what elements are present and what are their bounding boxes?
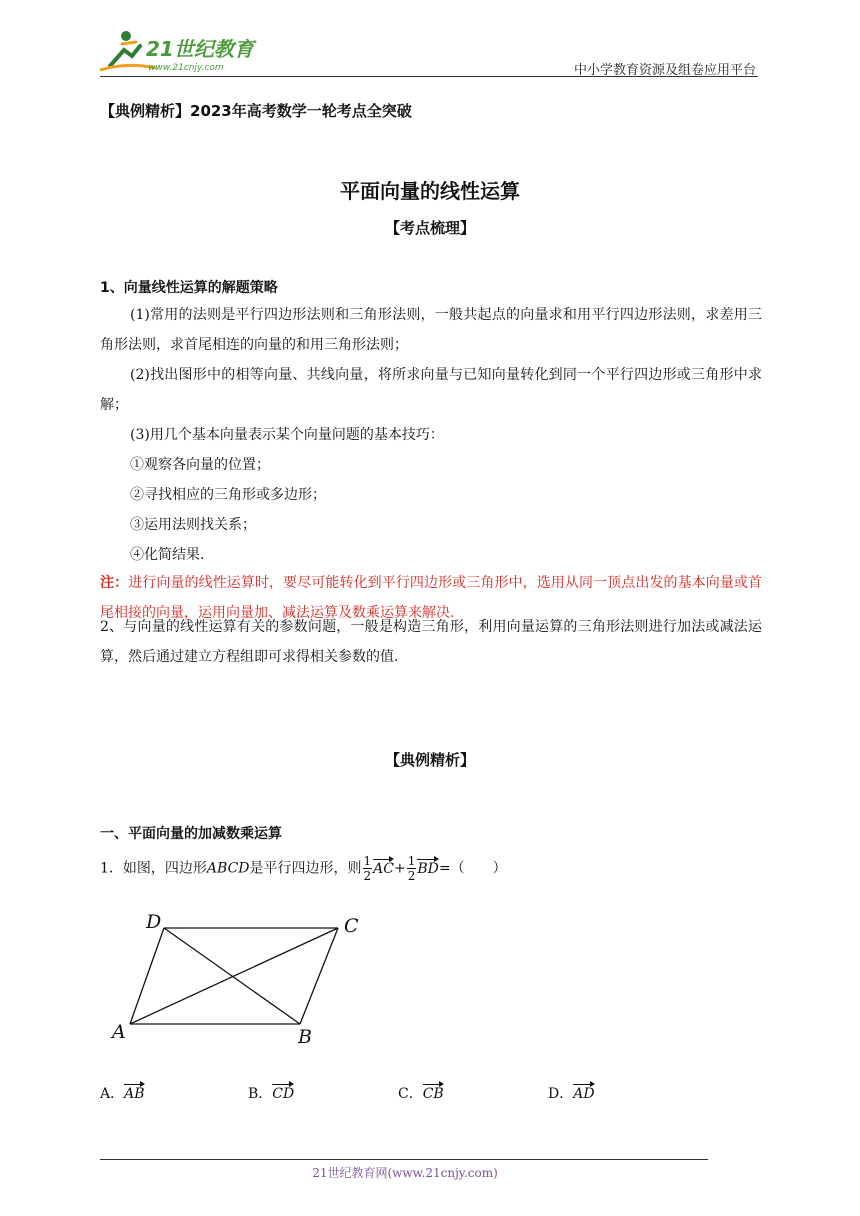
- choice-c-label: C．: [398, 1086, 423, 1102]
- question-suffix: =（ ）: [438, 860, 507, 877]
- choice-a-label: A．: [100, 1086, 125, 1102]
- fraction-denominator: 2: [363, 869, 372, 883]
- fraction-numerator: 1: [407, 854, 416, 868]
- question-stem: [100, 854, 507, 883]
- step-1: ①观察各向量的位置；: [130, 457, 270, 473]
- fraction-denominator: 2: [407, 869, 416, 883]
- question-prefix: 1．如图，四边形: [100, 860, 207, 877]
- label-d: D: [146, 911, 162, 933]
- section-examples-heading: 【典例精析】: [384, 751, 475, 769]
- vector-bd: BD: [417, 857, 439, 877]
- question-mid: 是平行四边形，则: [249, 860, 362, 877]
- header-slogan: 中小学教育资源及组卷应用平台: [573, 63, 756, 78]
- label-b: B: [298, 1026, 312, 1048]
- fraction-1: [363, 854, 373, 883]
- choice-a-vector: AB: [124, 1082, 144, 1102]
- label-c: C: [344, 915, 359, 937]
- fraction-2: [407, 854, 417, 883]
- choice-b-label: B．: [248, 1086, 273, 1102]
- plus-sign: +: [394, 860, 406, 877]
- page-title: 平面向量的线性运算: [340, 179, 520, 203]
- diagonal-ac: [130, 928, 338, 1024]
- series-title: 【典例精析】2023年高考数学一轮考点全突破: [100, 102, 412, 120]
- site-logo: [96, 26, 266, 74]
- side-da: [130, 928, 164, 1024]
- choice-a[interactable]: [100, 1082, 145, 1103]
- step-2: ②寻找相应的三角形或多边形；: [130, 487, 326, 503]
- choice-d[interactable]: [548, 1082, 595, 1103]
- diagonal-bd: [164, 928, 300, 1024]
- footer-divider: [100, 1159, 708, 1160]
- logo-wordmark: 21世纪教育: [146, 37, 254, 61]
- note-label: 注：: [100, 575, 129, 591]
- topic-heading: 一、平面向量的加减数乘运算: [100, 826, 282, 842]
- footer-text[interactable]: 21世纪教育网(www.21cnjy.com): [312, 1166, 498, 1180]
- point1-paragraph-3: (3)用几个基本向量表示某个向量问题的基本技巧：: [130, 427, 444, 443]
- point1-heading: 1、向量线性运算的解题策略: [100, 280, 278, 296]
- point1-paragraph-2: (2)找出图形中的相等向量、共线向量，将所求向量与已知向量转化到同一个平行四边形或三角形中求解；: [100, 367, 762, 413]
- choice-b-vector: CD: [272, 1082, 294, 1102]
- choice-c[interactable]: [398, 1082, 444, 1103]
- step-3: ③运用法则找关系；: [130, 517, 256, 533]
- step-4: ④化简结果.: [130, 547, 205, 563]
- fraction-numerator: 1: [363, 854, 372, 868]
- choice-b[interactable]: [248, 1082, 294, 1103]
- label-a: A: [112, 1021, 126, 1043]
- section-review-heading: 【考点梳理】: [384, 219, 475, 237]
- parallelogram-figure: [100, 900, 380, 1060]
- point1-paragraph-1: (1)常用的法则是平行四边形法则和三角形法则，一般共起点的向量求和用平行四边形法则，求差用三角形法则，求首尾相连的向量的和用三角形法则；: [100, 307, 762, 353]
- vector-ac: AC: [373, 857, 394, 877]
- choice-c-vector: CB: [423, 1082, 444, 1102]
- logo-url: www.21cnjy.com: [148, 63, 224, 73]
- choice-d-vector: AD: [573, 1082, 594, 1102]
- note-text: 进行向量的线性运算时，要尽可能转化到平行四边形或三角形中，选用从同一顶点出发的基本向量或首尾相接的向量，运用向量加、减法运算及数乘运算来解决.: [100, 575, 763, 621]
- point2-paragraph: 2、与向量的线性运算有关的参数问题，一般是构造三角形，利用向量运算的三角形法则进行加法或减法运算，然后通过建立方程组即可求得相关参数的值.: [100, 619, 762, 665]
- choice-d-label: D．: [548, 1086, 574, 1102]
- shape-name: ABCD: [206, 860, 250, 877]
- header-divider: [100, 76, 758, 77]
